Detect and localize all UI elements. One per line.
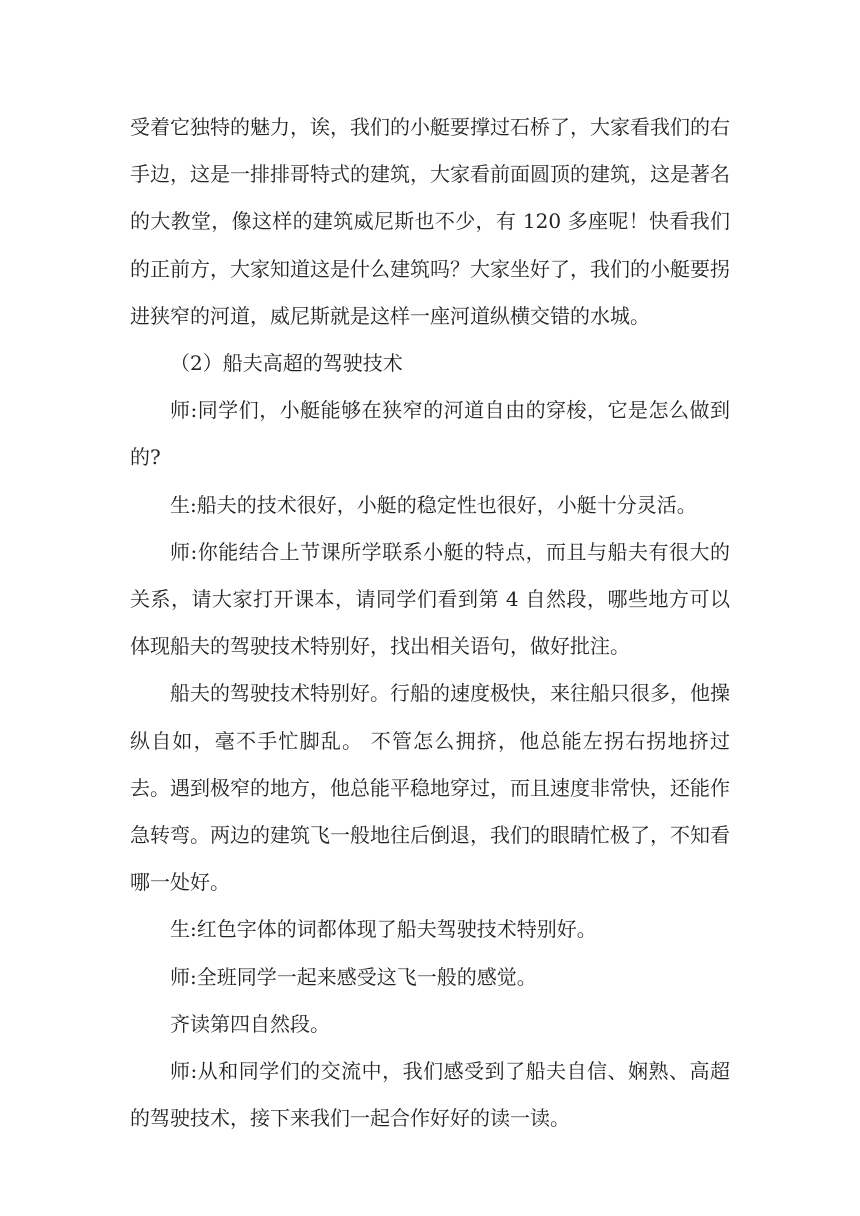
- document-body: [130, 104, 730, 1142]
- paragraph-intro-continued: 受着它独特的魅力，诶，我们的小艇要撑过石桥了，大家看我们的右手边，这是一排排哥特式的建筑，大家看前面圆顶的建筑，这是著名的大教堂，像这样的建筑威尼斯也不少，有 120 多座呢！快看我们的正前方，大家知道这是什么建筑吗？大家坐好了，我们的小艇要拐进狭窄的河道，威尼斯就是这样一座河道纵横交错的水城。: [130, 115, 730, 328]
- section-heading: （2）船夫高超的驾驶技术: [170, 351, 403, 376]
- paragraph-teacher-summary: 师:从和同学们的交流中，我们感受到了船夫自信、娴熟、高超的驾驶技术，接下来我们一起合作好好的读一读。: [130, 1059, 730, 1131]
- paragraph-teacher-question: 师:同学们，小艇能够在狭窄的河道自由的穿梭，它是怎么做到的?: [130, 398, 730, 470]
- paragraph-textbook-excerpt: 船夫的驾驶技术特别好。行船的速度极快，来往船只很多，他操纵自如，毫不手忙脚乱。 不管怎么拥挤，他总能左拐右拐地挤过去。遇到极窄的地方，他总能平稳地穿过，而且速度非常快，还能作急转弯。两边的建筑飞一般地往后倒退，我们的眼睛忙极了，不知看哪一处好。: [130, 681, 730, 895]
- paragraph-student-answer: 生:船夫的技术很好，小艇的稳定性也很好，小艇十分灵活。: [170, 492, 697, 517]
- paragraph-teacher-feel: 师:全班同学一起来感受这飞一般的感觉。: [170, 964, 537, 989]
- paragraph-student-red-words: 生:红色字体的词都体现了船夫驾驶技术特别好。: [170, 917, 597, 942]
- paragraph-teacher-instruction: 师:你能结合上节课所学联系小艇的特点，而且与船夫有很大的关系，请大家打开课本，请同学们看到第 4 自然段，哪些地方可以体现船夫的驾驶技术特别好，找出相关语句，做好批注。: [130, 539, 730, 659]
- paragraph-read-aloud: 齐读第四自然段。: [170, 1011, 330, 1036]
